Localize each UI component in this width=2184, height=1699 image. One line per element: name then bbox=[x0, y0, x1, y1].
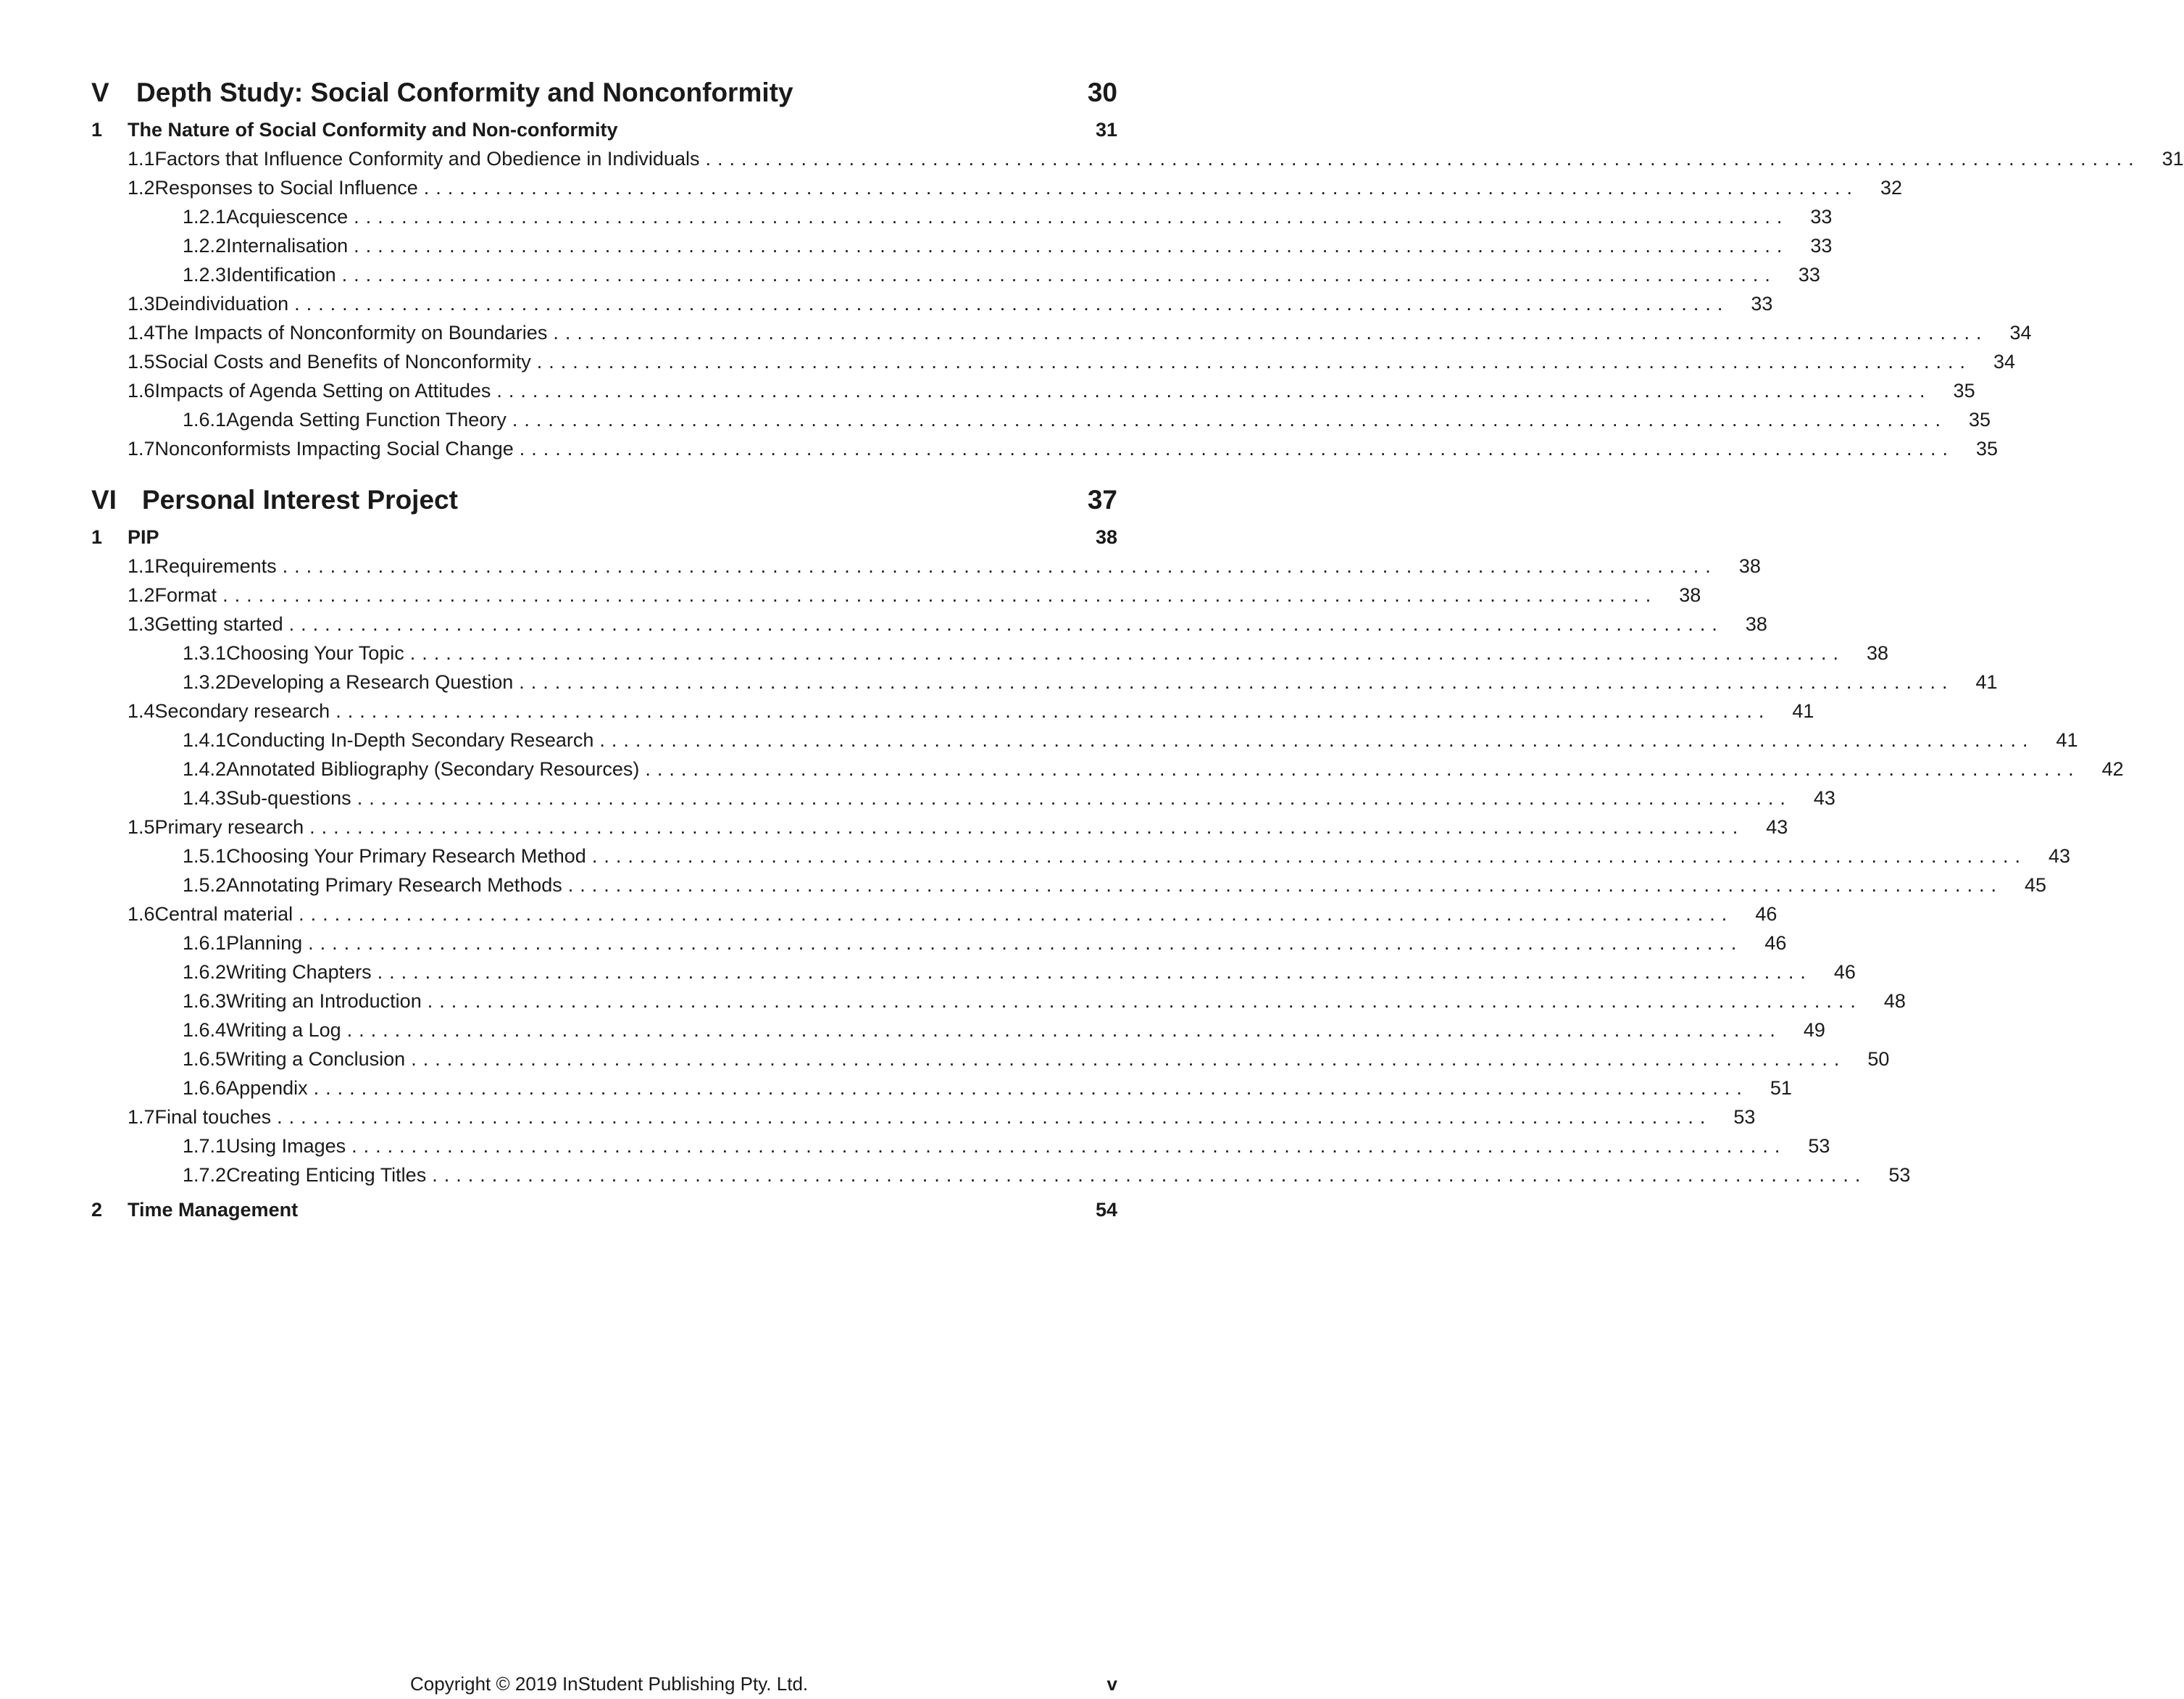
entry-title: Internalisation bbox=[226, 235, 349, 257]
toc-entry[interactable] bbox=[91, 697, 1814, 726]
toc-entry[interactable] bbox=[91, 784, 1835, 813]
part-page-number: 30 bbox=[1087, 78, 1117, 107]
dot-leader: ........................................................................................................................ bbox=[519, 438, 1954, 460]
toc-entry[interactable] bbox=[91, 173, 1903, 202]
entry-page-number: 50 bbox=[1867, 1048, 1890, 1070]
chapter-title: Time Management bbox=[128, 1198, 299, 1221]
entry-number: 1.4 bbox=[128, 700, 155, 722]
dot-leader: ........................................................................................................................ bbox=[288, 613, 1724, 635]
toc-entry[interactable] bbox=[91, 434, 1998, 463]
entry-page-number: 38 bbox=[1745, 613, 1767, 635]
chapter-page-number: 38 bbox=[1095, 526, 1117, 548]
entry-title: Factors that Influence Conformity and Obedience in Individuals bbox=[154, 148, 700, 170]
toc-entry[interactable] bbox=[91, 1073, 1792, 1102]
toc-entry[interactable] bbox=[91, 405, 1991, 434]
entry-number: 1.6.1 bbox=[183, 932, 227, 954]
toc-entry[interactable] bbox=[91, 1160, 1911, 1189]
toc-entry[interactable] bbox=[91, 318, 2032, 347]
entry-page-number: 51 bbox=[1770, 1077, 1792, 1099]
toc-entry[interactable] bbox=[91, 1015, 1825, 1044]
entry-page-number: 33 bbox=[1810, 206, 1833, 228]
entry-title: Creating Enticing Titles bbox=[226, 1164, 427, 1186]
entry-page-number: 35 bbox=[1969, 409, 1991, 431]
entry-page-number: 32 bbox=[1880, 177, 1903, 199]
entry-number: 1.2 bbox=[128, 177, 155, 199]
entry-title: Annotated Bibliography (Secondary Resources) bbox=[226, 758, 640, 780]
toc-entry[interactable] bbox=[91, 929, 1787, 957]
entry-number: 1.1 bbox=[128, 555, 155, 577]
entry-title: Annotating Primary Research Methods bbox=[226, 874, 562, 896]
entry-title: Choosing Your Primary Research Method bbox=[226, 845, 586, 867]
chapter-number: 1 bbox=[91, 526, 103, 548]
entry-title: Developing a Research Question bbox=[226, 671, 514, 693]
dot-leader: ........................................................................................................................ bbox=[645, 758, 2080, 780]
entry-title: Agenda Setting Function Theory bbox=[226, 409, 507, 431]
entry-title: Using Images bbox=[226, 1135, 346, 1157]
part-number: V bbox=[91, 78, 109, 107]
part-title: Depth Study: Social Conformity and Nonconformity bbox=[136, 78, 793, 107]
entry-title: Responses to Social Influence bbox=[154, 177, 418, 199]
entry-page-number: 53 bbox=[1808, 1135, 1830, 1157]
part-title: Personal Interest Project bbox=[142, 485, 458, 515]
entry-number: 1.6 bbox=[128, 380, 155, 402]
entry-number: 1.4.3 bbox=[183, 787, 227, 809]
entry-number: 1.6.4 bbox=[183, 1019, 227, 1041]
entry-number: 1.4 bbox=[128, 322, 155, 344]
entry-number: 1.3 bbox=[128, 293, 155, 315]
dot-leader: ........................................................................................................................ bbox=[351, 1135, 1787, 1157]
entry-page-number: 41 bbox=[1975, 671, 1998, 693]
entry-title: Nonconformists Impacting Social Change bbox=[154, 438, 514, 460]
entry-page-number: 41 bbox=[1792, 700, 1814, 722]
entry-number: 1.6.3 bbox=[183, 990, 227, 1012]
dot-leader: ........................................................................................................................ bbox=[519, 671, 1954, 693]
dot-leader: ........................................................................................................................ bbox=[427, 990, 1862, 1012]
entry-number: 1.7.2 bbox=[183, 1164, 227, 1186]
entry-page-number: 38 bbox=[1738, 555, 1761, 577]
table-of-contents bbox=[91, 0, 2184, 1221]
entry-number: 1.2 bbox=[128, 584, 155, 606]
entry-title: Social Costs and Benefits of Nonconformity bbox=[154, 351, 531, 373]
entry-title: Impacts of Agenda Setting on Attitudes bbox=[154, 380, 491, 402]
entry-title: Planning bbox=[226, 932, 303, 954]
toc-entry[interactable] bbox=[91, 813, 1788, 842]
toc-entry[interactable] bbox=[91, 871, 2047, 900]
entry-number: 1.5.1 bbox=[183, 845, 227, 867]
dot-leader: ........................................................................................................................ bbox=[553, 322, 1988, 344]
entry-title: Writing a Log bbox=[226, 1019, 341, 1041]
toc-entry[interactable] bbox=[91, 202, 1833, 231]
entry-page-number: 33 bbox=[1810, 235, 1833, 257]
entry-page-number: 53 bbox=[1733, 1106, 1756, 1128]
entry-title: Identification bbox=[226, 264, 336, 286]
dot-leader: ........................................................................................................................ bbox=[409, 642, 1845, 664]
chapter-number: 2 bbox=[91, 1198, 103, 1221]
entry-number: 1.6.6 bbox=[183, 1077, 227, 1099]
page-footer bbox=[0, 1673, 1199, 1699]
part-heading[interactable] bbox=[91, 71, 1117, 115]
part-number: VI bbox=[91, 485, 117, 515]
entry-number: 1.3.1 bbox=[183, 642, 227, 664]
toc-entry[interactable] bbox=[91, 668, 1998, 697]
entry-number: 1.5.2 bbox=[183, 874, 227, 896]
toc-entry[interactable] bbox=[91, 231, 1833, 260]
toc-entry[interactable] bbox=[91, 1102, 1756, 1131]
entry-number: 1.1 bbox=[128, 148, 155, 170]
dot-leader: ........................................................................................................................ bbox=[341, 264, 1777, 286]
entry-number: 1.2.3 bbox=[183, 264, 227, 286]
entry-number: 1.6.2 bbox=[183, 961, 227, 983]
entry-title: Acquiescence bbox=[226, 206, 349, 228]
entry-title: Choosing Your Topic bbox=[226, 642, 404, 664]
dot-leader: ........................................................................................................................ bbox=[346, 1019, 1782, 1041]
entry-page-number: 45 bbox=[2024, 874, 2047, 896]
entry-number: 1.4.1 bbox=[183, 729, 227, 751]
dot-leader: ........................................................................................................................ bbox=[411, 1048, 1846, 1070]
toc-entry[interactable] bbox=[91, 755, 2124, 784]
dot-leader: ........................................................................................................................ bbox=[536, 351, 1972, 373]
entry-number: 1.2.1 bbox=[183, 206, 227, 228]
toc-entry[interactable] bbox=[91, 144, 2184, 173]
entry-number: 1.4.2 bbox=[183, 758, 227, 780]
dot-leader: ........................................................................................................................ bbox=[567, 874, 2003, 896]
entry-page-number: 35 bbox=[1975, 438, 1998, 460]
part-heading[interactable] bbox=[91, 478, 1117, 522]
entry-title: Getting started bbox=[154, 613, 283, 635]
entry-page-number: 31 bbox=[2162, 148, 2184, 170]
entry-page-number: 53 bbox=[1888, 1164, 1911, 1186]
part-page-number: 37 bbox=[1087, 485, 1117, 515]
dot-leader: ........................................................................................................................ bbox=[282, 555, 1717, 577]
toc-entry[interactable] bbox=[91, 842, 2071, 871]
entry-number: 1.7 bbox=[128, 1106, 155, 1128]
entry-page-number: 33 bbox=[1798, 264, 1820, 286]
entry-page-number: 46 bbox=[1833, 961, 1856, 983]
dot-leader: ........................................................................................................................ bbox=[354, 235, 1789, 257]
toc-entry[interactable] bbox=[91, 900, 1777, 929]
dot-leader: ........................................................................................................................ bbox=[313, 1077, 1749, 1099]
dot-leader: ........................................................................................................................ bbox=[357, 787, 1792, 809]
dot-leader: ........................................................................................................................ bbox=[599, 729, 2035, 751]
entry-page-number: 34 bbox=[2009, 322, 2032, 344]
entry-number: 1.7.1 bbox=[183, 1135, 227, 1157]
dot-leader: ........................................................................................................................ bbox=[277, 1106, 1712, 1128]
entry-title: Writing an Introduction bbox=[226, 990, 422, 1012]
dot-leader: ........................................................................................................................ bbox=[377, 961, 1812, 983]
toc-entry[interactable] bbox=[91, 610, 1767, 639]
entry-number: 1.6.1 bbox=[183, 409, 227, 431]
entry-number: 1.5 bbox=[128, 351, 155, 373]
entry-page-number: 46 bbox=[1755, 903, 1777, 925]
entry-title: Requirements bbox=[154, 555, 277, 577]
entry-page-number: 43 bbox=[1813, 787, 1835, 809]
toc-entry[interactable] bbox=[91, 957, 1856, 986]
dot-leader: ........................................................................................................................ bbox=[496, 380, 1932, 402]
toc-entry[interactable] bbox=[91, 376, 1975, 405]
entry-title: Final touches bbox=[154, 1106, 272, 1128]
entry-page-number: 46 bbox=[1764, 932, 1787, 954]
chapter-heading[interactable] bbox=[91, 115, 1117, 144]
entry-title: The Impacts of Nonconformity on Boundaries bbox=[154, 322, 548, 344]
chapter-page-number: 54 bbox=[1095, 1198, 1117, 1221]
entry-number: 1.6.5 bbox=[183, 1048, 227, 1070]
entry-title: Sub-questions bbox=[226, 787, 351, 809]
chapter-title: PIP bbox=[128, 526, 159, 548]
entry-number: 1.3.2 bbox=[183, 671, 227, 693]
entry-page-number: 49 bbox=[1803, 1019, 1825, 1041]
dot-leader: ........................................................................................................................ bbox=[335, 700, 1771, 722]
dot-leader: ........................................................................................................................ bbox=[705, 148, 2141, 170]
entry-number: 1.3 bbox=[128, 613, 155, 635]
dot-leader: ........................................................................................................................ bbox=[222, 584, 1658, 606]
entry-page-number: 43 bbox=[2048, 845, 2071, 867]
toc-entry[interactable] bbox=[91, 1131, 1830, 1160]
toc-entry[interactable] bbox=[91, 552, 1761, 581]
toc-entry[interactable] bbox=[91, 986, 1906, 1015]
entry-title: Writing a Conclusion bbox=[226, 1048, 406, 1070]
entry-page-number: 33 bbox=[1751, 293, 1773, 315]
toc-entry[interactable] bbox=[91, 347, 2016, 376]
entry-title: Conducting In-Depth Secondary Research bbox=[226, 729, 594, 751]
toc-entry[interactable] bbox=[91, 726, 2078, 755]
dot-leader: ........................................................................................................................ bbox=[354, 206, 1789, 228]
entry-page-number: 48 bbox=[1883, 990, 1906, 1012]
entry-title: Primary research bbox=[154, 816, 304, 838]
toc-entry[interactable] bbox=[91, 1044, 1890, 1073]
entry-page-number: 42 bbox=[2101, 758, 2124, 780]
entry-number: 1.2.2 bbox=[183, 235, 227, 257]
page-folio: v bbox=[1106, 1673, 1117, 1695]
entry-title: Secondary research bbox=[154, 700, 330, 722]
entry-number: 1.5 bbox=[128, 816, 155, 838]
entry-title: Appendix bbox=[226, 1077, 308, 1099]
toc-entry[interactable] bbox=[91, 289, 1773, 318]
entry-number: 1.7 bbox=[128, 438, 155, 460]
dot-leader: ........................................................................................................................ bbox=[591, 845, 2027, 867]
entry-page-number: 41 bbox=[2056, 729, 2078, 751]
chapter-title: The Nature of Social Conformity and Non-conformity bbox=[128, 118, 618, 141]
dot-leader: ........................................................................................................................ bbox=[432, 1164, 1867, 1186]
entry-title: Format bbox=[154, 584, 217, 606]
toc-entry[interactable] bbox=[91, 260, 1820, 289]
dot-leader: ........................................................................................................................ bbox=[308, 932, 1743, 954]
chapter-page-number: 31 bbox=[1095, 118, 1117, 141]
entry-page-number: 35 bbox=[1953, 380, 1975, 402]
dot-leader: ........................................................................................................................ bbox=[299, 903, 1734, 925]
toc-entry[interactable] bbox=[91, 581, 1701, 610]
dot-leader: ........................................................................................................................ bbox=[423, 177, 1859, 199]
dot-leader: ........................................................................................................................ bbox=[309, 816, 1745, 838]
entry-number: 1.6 bbox=[128, 903, 155, 925]
chapter-number: 1 bbox=[91, 118, 103, 141]
dot-leader: ........................................................................................................................ bbox=[512, 409, 1948, 431]
entry-page-number: 38 bbox=[1679, 584, 1701, 606]
entry-title: Deindividuation bbox=[154, 293, 289, 315]
dot-leader: ........................................................................................................................ bbox=[294, 293, 1730, 315]
chapter-heading[interactable] bbox=[91, 523, 1117, 552]
entry-page-number: 34 bbox=[1993, 351, 2016, 373]
entry-page-number: 43 bbox=[1766, 816, 1788, 838]
entry-page-number: 38 bbox=[1866, 642, 1888, 664]
entry-title: Central material bbox=[154, 903, 293, 925]
toc-entry[interactable] bbox=[91, 639, 1888, 668]
chapter-heading[interactable] bbox=[91, 1195, 1117, 1224]
entry-title: Writing Chapters bbox=[226, 961, 372, 983]
copyright-notice: Copyright © 2019 InStudent Publishing Pty. Ltd. bbox=[410, 1673, 809, 1695]
